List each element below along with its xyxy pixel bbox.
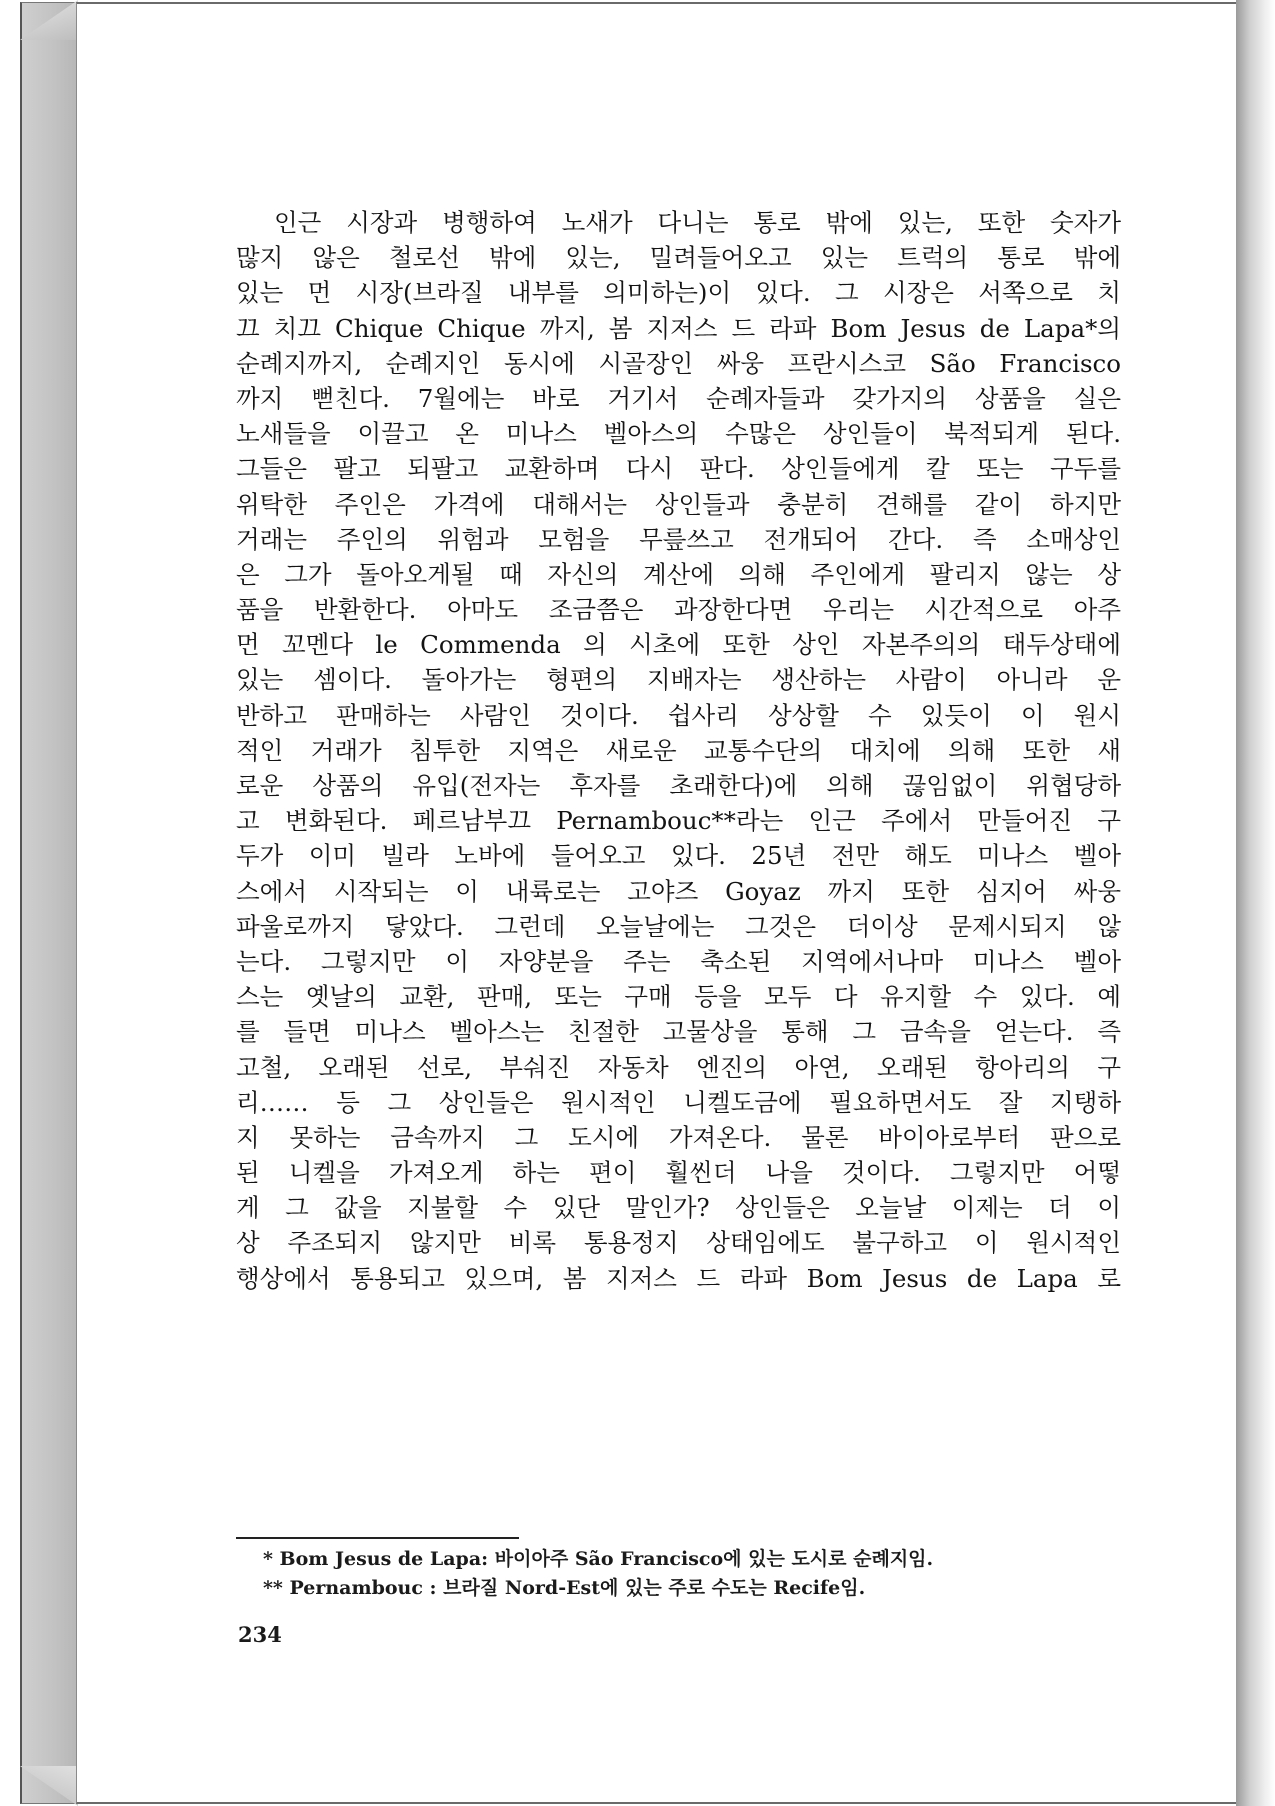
footnotes bbox=[263, 1545, 1083, 1603]
page-shadow bbox=[1236, 0, 1275, 1806]
body-line: 를 들면 미나스 벨아스는 친절한 고물상을 통해 그 금속을 얻는다. 즉 bbox=[236, 1017, 1121, 1047]
footnote-pernambouc: ** Pernambouc : 브라질 Nord-Est에 있는 주로 수도는 Recife임. bbox=[263, 1577, 866, 1599]
page-number: 234 bbox=[238, 1622, 282, 1647]
body-line: 상 주조되지 않지만 비록 통용정지 상태임에도 불구하고 이 원시적인 bbox=[236, 1228, 1121, 1258]
body-text bbox=[236, 205, 1121, 1296]
body-line: 고 변화된다. 페르남부끄 Pernambouc**라는 인근 주에서 만들어진 구 bbox=[236, 806, 1121, 836]
body-line: 행상에서 통용되고 있으며, 봄 지저스 드 라파 Bom Jesus de Lapa 로 bbox=[236, 1263, 1121, 1293]
body-line: 품을 반환한다. 아마도 조금쯤은 과장한다면 우리는 시간적으로 아주 bbox=[236, 595, 1121, 625]
body-line: 적인 거래가 침투한 지역은 새로운 교통수단의 대치에 의해 또한 새 bbox=[236, 735, 1121, 765]
body-line: 거래는 주인의 위험과 모험을 무릎쓰고 전개되어 간다. 즉 소매상인 bbox=[236, 524, 1121, 554]
body-line: 그들은 팔고 되팔고 교환하며 다시 판다. 상인들에게 칼 또는 구두를 bbox=[236, 454, 1121, 484]
body-line: 고철, 오래된 선로, 부숴진 자동차 엔진의 아연, 오래된 항아리의 구 bbox=[236, 1052, 1121, 1082]
body-line: 는다. 그렇지만 이 자양분을 주는 축소된 지역에서나마 미나스 벨아 bbox=[236, 946, 1121, 976]
body-line: 끄 치끄 Chique Chique 까지, 봄 지저스 드 라파 Bom Jesus de Lapa*의 bbox=[236, 313, 1121, 343]
body-line: 파울로까지 닿았다. 그런데 오늘날에는 그것은 더이상 문제시되지 않 bbox=[236, 911, 1121, 941]
body-line: 은 그가 돌아오게될 때 자신의 계산에 의해 주인에게 팔리지 않는 상 bbox=[236, 559, 1121, 589]
body-line: 로운 상품의 유입(전자는 후자를 초래한다)에 의해 끊임없이 위협당하 bbox=[236, 771, 1121, 800]
body-line: 게 그 값을 지불할 수 있단 말인가? 상인들은 오늘날 이제는 더 이 bbox=[236, 1193, 1121, 1223]
body-line: 리…… 등 그 상인들은 원시적인 니켈도금에 필요하면서도 잘 지탱하 bbox=[236, 1087, 1121, 1117]
body-line: 노새들을 이끌고 온 미나스 벨아스의 수많은 상인들이 북적되게 된다. bbox=[236, 419, 1121, 449]
body-line: 위탁한 주인은 가격에 대해서는 상인들과 충분히 견해를 같이 하지만 bbox=[236, 489, 1121, 519]
body-line: 있는 먼 시장(브라질 내부를 의미하는)이 있다. 그 시장은 서쪽으로 치 bbox=[236, 278, 1121, 308]
body-line: 스에서 시작되는 이 내륙로는 고야즈 Goyaz 까지 또한 심지어 싸웅 bbox=[236, 876, 1121, 906]
footnote-rule bbox=[236, 1537, 519, 1539]
body-line: 까지 뻗친다. 7월에는 바로 거기서 순례자들과 갖가지의 상품을 실은 bbox=[236, 383, 1121, 413]
body-line: 먼 꼬멘다 le Commenda 의 시초에 또한 상인 자본주의의 태두상태에 bbox=[236, 630, 1121, 660]
body-line: 인근 시장과 병행하여 노새가 다니는 통로 밖에 있는, 또한 숫자가 bbox=[274, 208, 1121, 237]
book-spine bbox=[20, 2, 76, 1804]
body-line: 반하고 판매하는 사람인 것이다. 쉽사리 상상할 수 있듯이 이 원시 bbox=[236, 700, 1121, 730]
body-line: 스는 옛날의 교환, 판매, 또는 구매 등을 모두 다 유지할 수 있다. 예 bbox=[236, 982, 1121, 1012]
body-line: 순례지까지, 순례지인 동시에 시골장인 싸웅 프란시스코 São Francisco bbox=[236, 348, 1121, 378]
body-line: 두가 이미 빌라 노바에 들어오고 있다. 25년 전만 해도 미나스 벨아 bbox=[236, 841, 1121, 871]
body-line: 된 니켈을 가져오게 하는 편이 훨씬더 나을 것이다. 그렇지만 어떻 bbox=[236, 1158, 1121, 1188]
body-line: 많지 않은 철로선 밖에 있는, 밀려들어오고 있는 트럭의 통로 밖에 bbox=[236, 243, 1121, 273]
footnote-bom-jesus: * Bom Jesus de Lapa: 바이아주 São Francisco에 있는 도시로 순례지임. bbox=[263, 1548, 934, 1570]
body-line: 지 못하는 금속까지 그 도시에 가져온다. 물론 바이아로부터 판으로 bbox=[236, 1122, 1121, 1152]
body-line: 있는 셈이다. 돌아가는 형편의 지배자는 생산하는 사람이 아니라 운 bbox=[236, 665, 1121, 695]
